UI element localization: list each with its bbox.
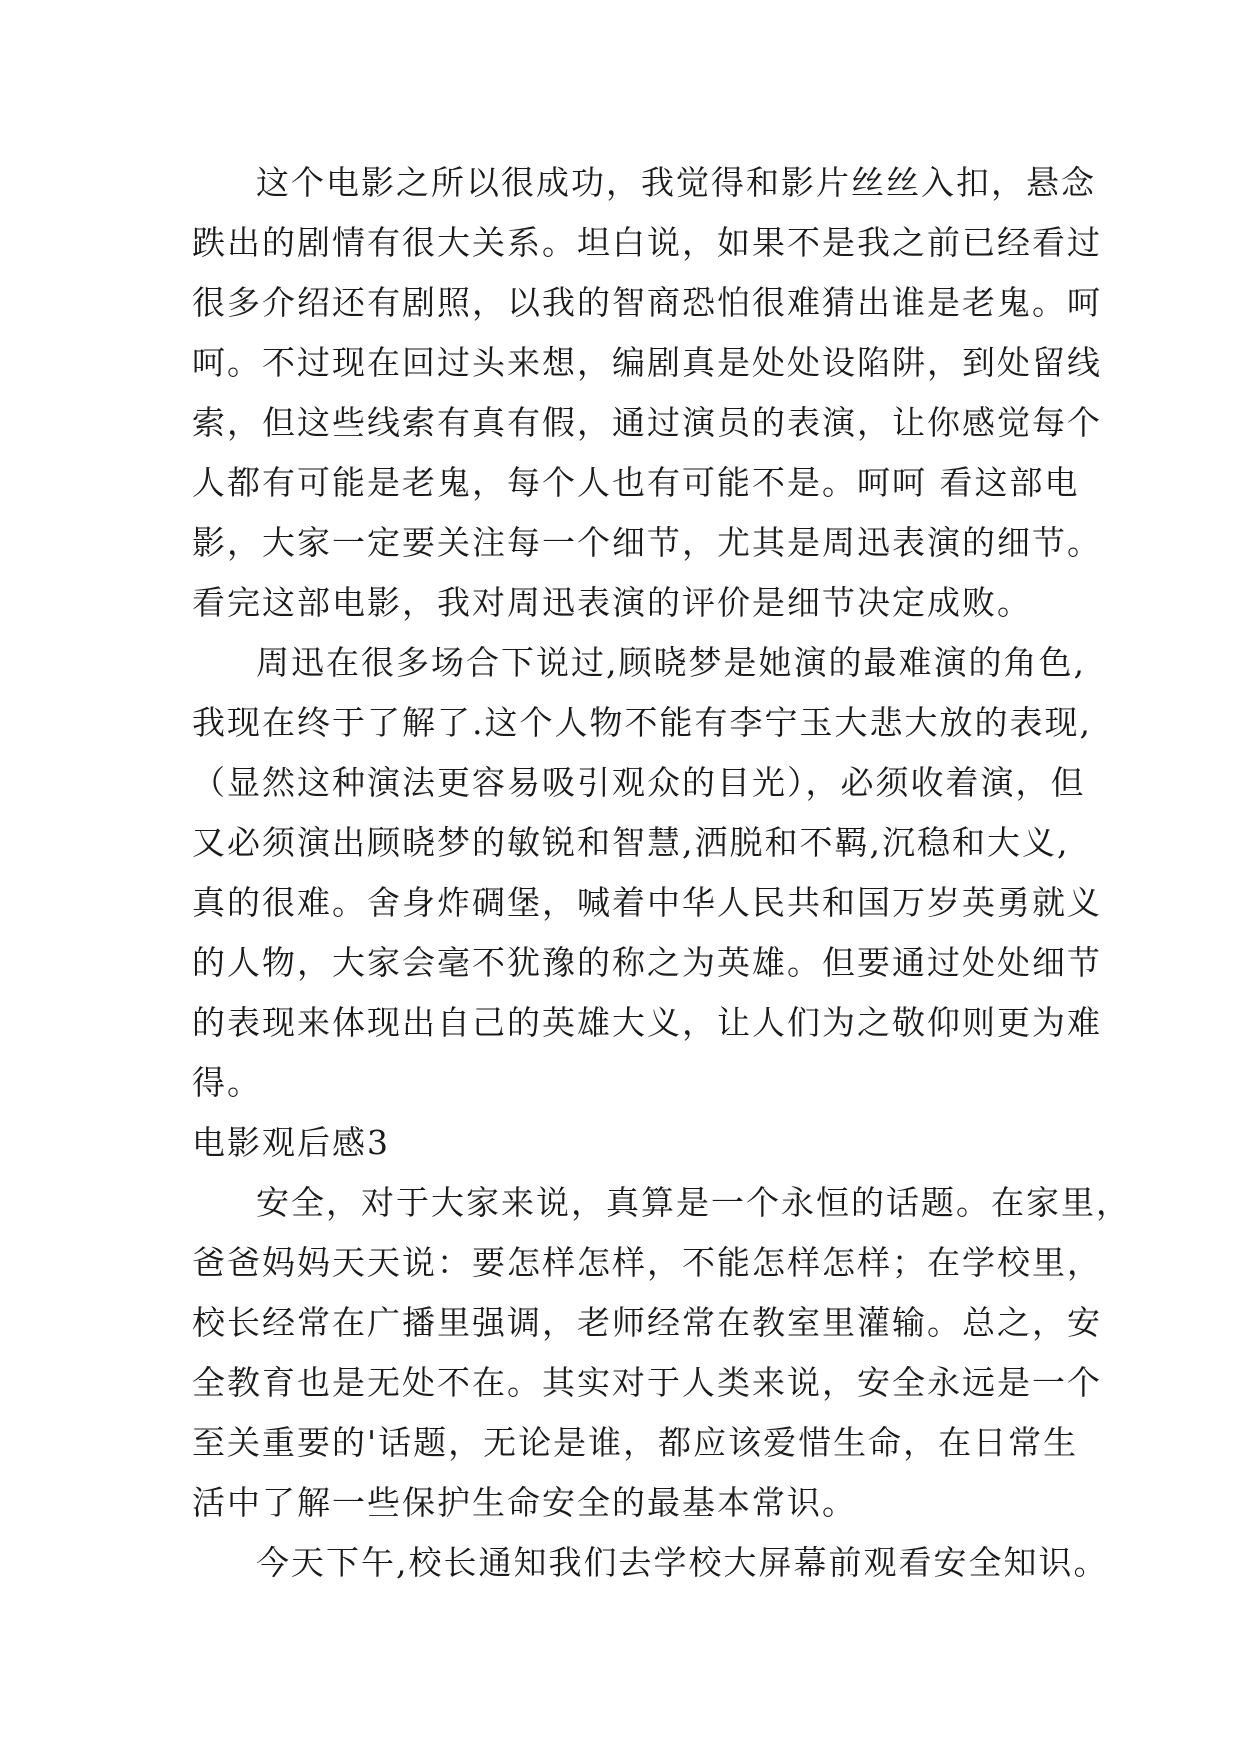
paragraph-line: 很多介绍还有剧照，以我的智商恐怕很难猜出谁是老鬼。呵 (192, 283, 1102, 322)
paragraph-line: 跌出的剧情有很大关系。坦白说，如果不是我之前已经看过 (192, 223, 1102, 262)
paragraph-line: 安全，对于大家来说，真算是一个永恒的话题。在家里， (256, 1183, 1131, 1222)
paragraph-line: 索，但这些线索有真有假，通过演员的表演，让你感觉每个 (192, 403, 1102, 442)
paragraph-line: 呵。不过现在回过头来想，编剧真是处处设陷阱，到处留线 (192, 343, 1102, 382)
paragraph-line: 活中了解一些保护生命安全的最基本常识。 (192, 1483, 857, 1522)
paragraph-line: 人都有可能是老鬼，每个人也有可能不是。呵呵 看这部电 (192, 463, 1080, 502)
paragraph-line: 看完这部电影，我对周迅表演的评价是细节决定成败。 (192, 583, 1032, 622)
paragraph-line: 周迅在很多场合下说过,顾晓梦是她演的最难演的角色, (256, 643, 1086, 682)
paragraph-line: 的人物，大家会毫不犹豫的称之为英雄。但要通过处处细节 (192, 943, 1102, 982)
paragraph-line: 真的很难。舍身炸碉堡，喊着中华人民共和国万岁英勇就义 (192, 883, 1102, 922)
section-heading: 电影观后感3 (192, 1123, 390, 1162)
paragraph-line: 又必须演出顾晓梦的敏锐和智慧,洒脱和不羁,沉稳和大义, (192, 823, 1070, 862)
paragraph-line: 得。 (192, 1063, 262, 1102)
paragraph-line: 全教育也是无处不在。其实对于人类来说，安全永远是一个 (192, 1363, 1102, 1402)
paragraph-line: 我现在终于了解了.这个人物不能有李宁玉大悲大放的表现, (192, 703, 1092, 742)
paragraph-line: 影，大家一定要关注每一个细节，尤其是周迅表演的细节。 (192, 523, 1102, 562)
paragraph-line: 的表现来体现出自己的英雄大义，让人们为之敬仰则更为难 (192, 1003, 1102, 1042)
paragraph-line: 爸爸妈妈天天说：要怎样怎样，不能怎样怎样；在学校里， (192, 1243, 1102, 1282)
paragraph-line: （显然这种演法更容易吸引观众的目光），必须收着演，但 (192, 763, 1086, 802)
paragraph-line: 这个电影之所以很成功，我觉得和影片丝丝入扣，悬念 (256, 163, 1096, 202)
paragraph-line: 今天下午,校长通知我们去学校大屏幕前观看安全知识。 (256, 1543, 1109, 1582)
paragraph-line: 校长经常在广播里强调，老师经常在教室里灌输。总之，安 (192, 1303, 1102, 1342)
paragraph-line: 至关重要的'话题，无论是谁，都应该爱惜生命，在日常生 (192, 1423, 1079, 1462)
